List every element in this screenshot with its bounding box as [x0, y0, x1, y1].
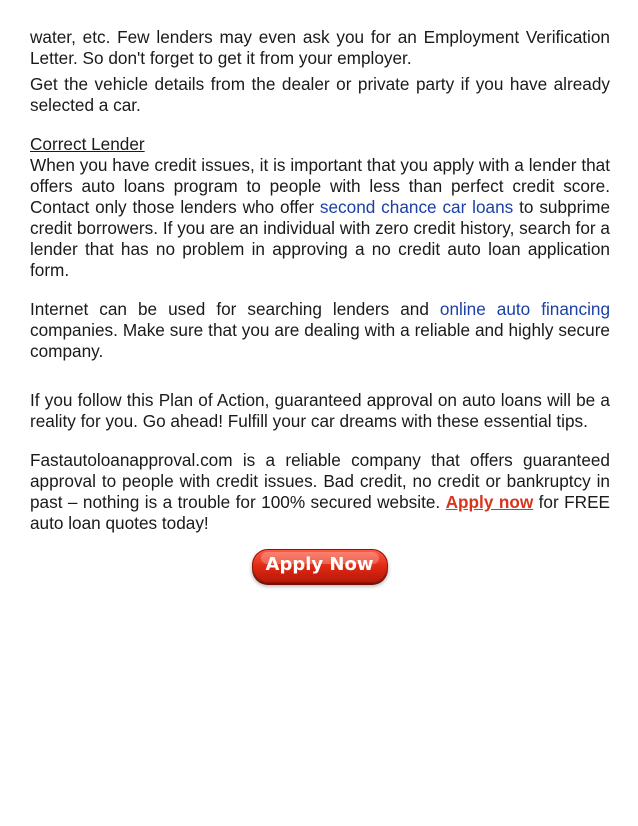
button-container — [30, 549, 610, 583]
section-heading: Correct Lender — [30, 134, 145, 154]
paragraph-employment-letter: water, etc. Few lenders may even ask you for an Employment Verification Letter. So don't forget to get it from your employer. — [30, 27, 610, 68]
apply-now-link[interactable]: Apply now — [445, 492, 534, 512]
document-page — [30, 27, 610, 583]
paragraph-correct-lender — [30, 155, 610, 281]
text-segment: Internet can be used for searching lenders and — [30, 299, 440, 319]
text-segment: to subprime credit borrowers. If you are an individual with zero credit history, search for a lender that has no problem in approving a no credit auto loan application form. — [30, 197, 611, 280]
paragraph-plan-of-action: If you follow this Plan of Action, guaranteed approval on auto loans will be a reality for you. Go ahead! Fulfill your car dreams with these essential tips. — [30, 390, 610, 431]
paragraph-internet — [30, 299, 610, 362]
text-segment: Fastautoloanapproval.com is a reliable company that offers guaranteed approval to people with credit issues. Bad credit, no credit or bankruptcy in past – nothing is a trouble for 100% secured website. — [30, 450, 610, 512]
apply-now-button-label: Apply Now — [265, 554, 374, 575]
second-chance-car-loans-link[interactable]: second chance car loans — [319, 197, 514, 217]
online-auto-financing-link[interactable]: online auto financing — [439, 299, 611, 319]
section-correct-lender — [30, 134, 610, 281]
text-segment: When you have credit issues, it is important that you apply with a lender that offers auto loans program to people with less than perfect credit score. Contact only those lenders who offer — [30, 155, 610, 217]
text-segment: for FREE auto loan quotes today! — [30, 492, 610, 533]
apply-now-button[interactable] — [252, 549, 388, 583]
paragraph-closing — [30, 450, 610, 534]
paragraph-vehicle-details: Get the vehicle details from the dealer or private party if you have already selected a car. — [30, 74, 610, 115]
text-segment: companies. Make sure that you are dealing with a reliable and highly secure company. — [30, 320, 610, 361]
